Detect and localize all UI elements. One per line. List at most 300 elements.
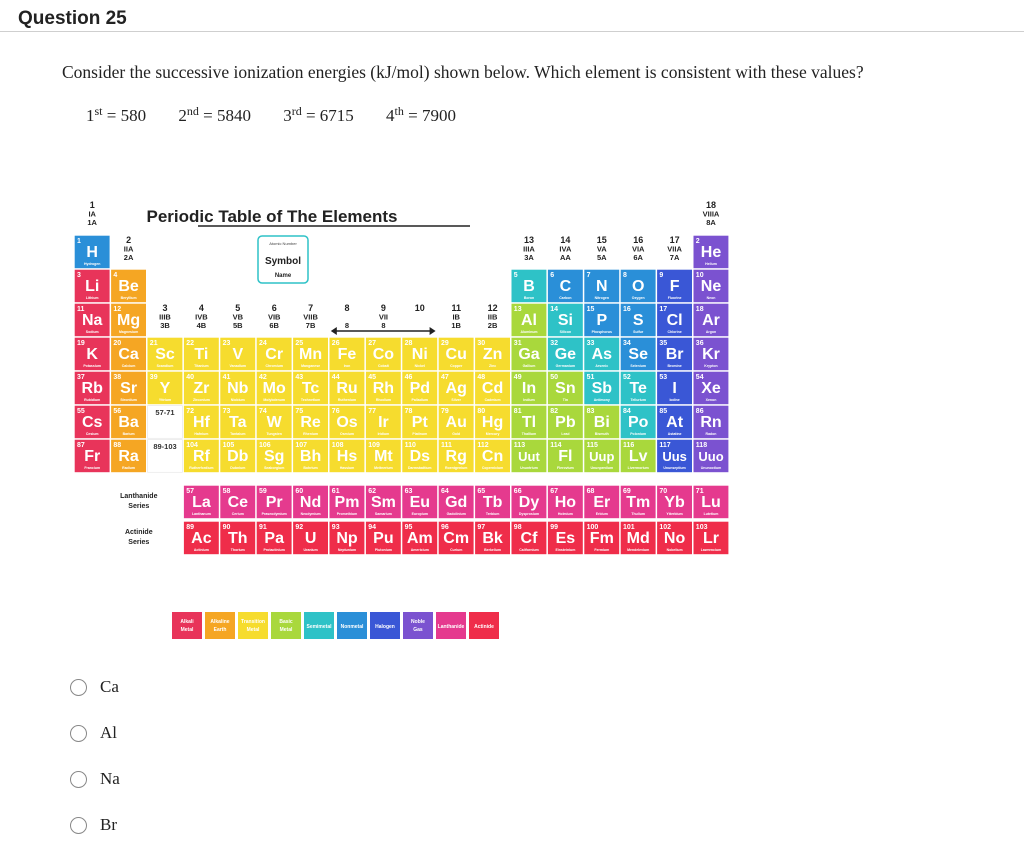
element-symbol: Fe bbox=[337, 346, 357, 363]
element-symbol: No bbox=[663, 530, 686, 547]
element-number: 114 bbox=[550, 442, 562, 449]
element-symbol: Uup bbox=[589, 449, 615, 464]
group-header-label: 15 bbox=[596, 235, 607, 245]
element-name: Thulium bbox=[631, 512, 646, 516]
element-name: Technetium bbox=[300, 398, 321, 402]
group-header-label: 12 bbox=[487, 303, 498, 313]
element-number: 68 bbox=[586, 488, 595, 495]
element-name: Xenon bbox=[705, 398, 717, 402]
element-symbol: Au bbox=[445, 414, 467, 431]
element-symbol: Sm bbox=[370, 494, 396, 511]
group-header-label: 3 bbox=[162, 303, 168, 313]
element-name: Europium bbox=[411, 512, 428, 516]
element-number: 69 bbox=[623, 488, 631, 495]
element-symbol: Mo bbox=[262, 380, 286, 397]
key-name-label: Name bbox=[274, 273, 292, 279]
element-symbol: Pd bbox=[409, 380, 431, 397]
element-symbol: Br bbox=[665, 346, 684, 363]
element-name: Vanadium bbox=[229, 364, 247, 368]
element-name: Lead bbox=[561, 432, 570, 436]
element-name: Chromium bbox=[265, 364, 283, 368]
legend-label: Metal bbox=[180, 627, 194, 633]
group-header-label: IIIB bbox=[159, 312, 171, 322]
group-header-label: 2A bbox=[123, 253, 134, 262]
element-number: 43 bbox=[295, 374, 304, 381]
arrow-left-icon bbox=[331, 327, 337, 335]
group-header-label: 14 bbox=[560, 235, 571, 245]
element-number: 106 bbox=[259, 442, 271, 449]
group-header-label: 4B bbox=[196, 321, 207, 330]
element-number: 118 bbox=[695, 442, 708, 449]
element-symbol: Th bbox=[228, 530, 248, 547]
element-name: Californium bbox=[519, 548, 539, 552]
element-name: Rutherfordium bbox=[189, 466, 214, 470]
element-name: Polonium bbox=[630, 432, 647, 436]
element-symbol: Ba bbox=[118, 414, 139, 431]
element-number: 20 bbox=[113, 340, 122, 347]
element-symbol: Dy bbox=[518, 494, 540, 511]
element-symbol: Ir bbox=[378, 414, 389, 431]
element-symbol: Cl bbox=[666, 312, 683, 329]
element-symbol: Ce bbox=[227, 494, 249, 511]
element-number: 104 bbox=[186, 442, 198, 449]
element-number: 101 bbox=[623, 524, 635, 531]
element-symbol: B bbox=[523, 278, 535, 295]
group-header-label: 1 bbox=[89, 200, 95, 210]
element-number: 29 bbox=[441, 340, 449, 347]
element-symbol: Tb bbox=[482, 494, 503, 511]
element-name: Lawrencium bbox=[700, 548, 722, 552]
element-number: 59 bbox=[259, 488, 267, 495]
element-number: 7 bbox=[586, 272, 591, 279]
element-number: 89 bbox=[186, 524, 194, 531]
group-header-label: IIA bbox=[123, 244, 134, 254]
radio-button[interactable] bbox=[70, 817, 87, 834]
element-name: Thallium bbox=[521, 432, 537, 436]
element-number: 60 bbox=[295, 488, 304, 495]
group-header-label: 4 bbox=[198, 303, 204, 313]
element-name: Magnesium bbox=[118, 330, 139, 334]
group-header-label: 6A bbox=[633, 253, 643, 262]
element-symbol: Tc bbox=[301, 380, 320, 397]
legend-label: Halogen bbox=[375, 624, 395, 630]
element-symbol: Yb bbox=[664, 494, 685, 511]
lanthanide-series-label: Lanthanide bbox=[120, 493, 158, 500]
choice-label: Ca bbox=[100, 677, 119, 696]
element-name: Berkelium bbox=[484, 548, 502, 552]
element-symbol: Ne bbox=[700, 278, 722, 295]
element-name: Neon bbox=[706, 296, 716, 300]
choice-label: Na bbox=[100, 769, 120, 788]
element-symbol: Pb bbox=[555, 414, 576, 431]
element-symbol: La bbox=[192, 494, 211, 511]
element-symbol: Lr bbox=[703, 530, 719, 547]
element-symbol: Uus bbox=[662, 449, 687, 464]
element-number: 49 bbox=[513, 374, 522, 381]
element-symbol: Ge bbox=[554, 346, 577, 363]
element-number: 79 bbox=[441, 408, 449, 415]
element-name: Dysprosium bbox=[518, 512, 540, 516]
group-header-label: IIB bbox=[487, 312, 498, 322]
element-symbol: Mt bbox=[374, 448, 393, 465]
element-symbol: Ho bbox=[554, 494, 577, 511]
element-name: Ruthenium bbox=[337, 398, 357, 402]
element-symbol: Tm bbox=[626, 494, 651, 511]
element-symbol: Ac bbox=[191, 530, 212, 547]
element-number: 33 bbox=[586, 340, 595, 347]
element-symbol: Rh bbox=[372, 380, 395, 397]
element-number: 108 bbox=[331, 442, 344, 449]
element-number: 88 bbox=[113, 442, 122, 449]
element-name: Bohrium bbox=[303, 466, 318, 470]
radio-button[interactable] bbox=[70, 679, 87, 696]
group-header-label: 2B bbox=[487, 321, 498, 330]
element-symbol: N bbox=[596, 278, 608, 295]
element-name: Selenium bbox=[630, 364, 646, 368]
element-name: Cobalt bbox=[377, 364, 389, 368]
element-name: Curium bbox=[450, 548, 463, 552]
element-symbol: Pt bbox=[411, 414, 428, 431]
element-name: Fluorine bbox=[667, 296, 682, 300]
element-number: 103 bbox=[695, 524, 708, 531]
element-symbol: Am bbox=[406, 530, 433, 547]
group-header-label: 18 bbox=[705, 200, 717, 210]
element-number: 102 bbox=[659, 524, 672, 531]
element-number: 73 bbox=[222, 408, 231, 415]
element-number: 17 bbox=[659, 306, 668, 313]
actinide-series-label: Series bbox=[128, 539, 150, 546]
element-symbol: Se bbox=[628, 346, 648, 363]
element-number: 24 bbox=[259, 340, 267, 347]
legend-swatch-transition bbox=[238, 612, 268, 639]
group-header-label: 9 bbox=[380, 303, 386, 313]
element-number: 34 bbox=[623, 340, 631, 347]
element-name: Bismuth bbox=[594, 432, 609, 436]
element-number: 72 bbox=[186, 408, 194, 415]
element-number: 98 bbox=[513, 524, 522, 531]
radio-button[interactable] bbox=[70, 771, 87, 788]
element-symbol: Cf bbox=[520, 530, 538, 547]
element-symbol: K bbox=[86, 346, 98, 363]
element-name: Tin bbox=[562, 398, 568, 402]
element-symbol: Sb bbox=[591, 380, 613, 397]
group-header-label: IIIA bbox=[523, 244, 535, 254]
group-header-label: 1A bbox=[87, 218, 97, 227]
element-name: Ununoctium bbox=[700, 466, 722, 470]
element-number: 100 bbox=[586, 524, 599, 531]
element-symbol: F bbox=[669, 278, 680, 295]
element-number: 15 bbox=[586, 306, 595, 313]
element-name: Fermium bbox=[594, 548, 610, 552]
element-name: Calcium bbox=[121, 364, 136, 368]
element-name: Tantalum bbox=[230, 432, 246, 436]
periodic-table-title: Periodic Table of The Elements bbox=[146, 207, 398, 226]
choice-ca[interactable] bbox=[70, 676, 120, 698]
element-number: 116 bbox=[623, 442, 635, 449]
element-number: 99 bbox=[550, 524, 558, 531]
key-symbol-label: Symbol bbox=[264, 256, 302, 267]
legend-label: Gas bbox=[413, 627, 423, 633]
element-number: 109 bbox=[368, 442, 380, 449]
legend-swatch-alkali bbox=[172, 612, 202, 639]
element-number: 112 bbox=[477, 442, 489, 449]
element-number: 81 bbox=[513, 408, 522, 415]
element-symbol: P bbox=[596, 312, 608, 329]
element-number: 86 bbox=[695, 408, 704, 415]
element-name: Potassium bbox=[83, 364, 102, 368]
element-name: Terbium bbox=[485, 512, 500, 516]
group-header-label: VIIA bbox=[667, 244, 682, 254]
element-number: 9 bbox=[659, 272, 664, 279]
element-name: Holmium bbox=[557, 512, 573, 516]
element-symbol: Be bbox=[118, 278, 139, 295]
element-name: Rhodium bbox=[375, 398, 391, 402]
energy-4: 4th = 7900 bbox=[386, 104, 456, 125]
element-number: 45 bbox=[368, 374, 376, 381]
legend-label: Earth bbox=[213, 627, 227, 633]
element-number: 16 bbox=[623, 306, 631, 313]
element-number: 36 bbox=[695, 340, 704, 347]
element-number: 35 bbox=[659, 340, 668, 347]
element-number: 8 bbox=[623, 272, 627, 279]
ionization-energies bbox=[86, 104, 484, 126]
element-number: 67 bbox=[550, 488, 558, 495]
element-symbol: Np bbox=[336, 530, 358, 547]
group-header-label: IA bbox=[88, 209, 96, 219]
element-name: Molybdenum bbox=[263, 398, 285, 402]
element-name: Gold bbox=[452, 432, 461, 436]
element-number: 70 bbox=[659, 488, 668, 495]
element-symbol: Nb bbox=[227, 380, 249, 397]
group-header-label: VIA bbox=[631, 244, 645, 254]
element-name: Niobium bbox=[230, 398, 245, 402]
element-symbol: Bk bbox=[482, 530, 503, 547]
element-number: 41 bbox=[222, 374, 231, 381]
element-number: 22 bbox=[186, 340, 194, 347]
element-symbol: Fr bbox=[84, 448, 101, 465]
element-name: Manganese bbox=[301, 364, 321, 368]
element-name: Ununseptium bbox=[663, 466, 686, 470]
group-header-label: 1B bbox=[451, 321, 461, 330]
element-symbol: Ar bbox=[702, 312, 720, 329]
element-name: Meitnerium bbox=[374, 466, 393, 470]
element-name: Zinc bbox=[488, 364, 497, 368]
element-number: 62 bbox=[368, 488, 376, 495]
element-symbol: Hg bbox=[481, 414, 504, 431]
element-symbol: He bbox=[700, 244, 722, 261]
group-header-label: 13 bbox=[523, 235, 535, 245]
element-number: 13 bbox=[513, 306, 522, 313]
choice-al[interactable] bbox=[70, 722, 120, 744]
element-name: Hydrogen bbox=[84, 262, 101, 266]
element-number: 93 bbox=[331, 524, 340, 531]
element-number: 5 bbox=[513, 272, 518, 279]
element-number: 74 bbox=[259, 408, 267, 415]
element-number: 39 bbox=[149, 374, 158, 381]
element-symbol: Bi bbox=[593, 414, 610, 431]
element-number: 95 bbox=[404, 524, 413, 531]
element-number: 47 bbox=[441, 374, 449, 381]
element-symbol: Rn bbox=[700, 414, 722, 431]
element-name: Cesium bbox=[85, 432, 99, 436]
element-symbol: Y bbox=[159, 380, 171, 397]
radio-button[interactable] bbox=[70, 725, 87, 742]
group-header-label: 11 bbox=[451, 303, 461, 313]
element-symbol: Fl bbox=[558, 448, 573, 465]
element-name: Seaborgium bbox=[264, 466, 285, 470]
element-number: 97 bbox=[477, 524, 486, 531]
element-symbol: Sn bbox=[555, 380, 576, 397]
element-symbol: In bbox=[521, 380, 537, 397]
element-name: Arsenic bbox=[595, 364, 609, 368]
legend-label: Semimetal bbox=[306, 624, 332, 630]
element-name: Iridium bbox=[377, 432, 390, 436]
legend-swatch-alkaline bbox=[205, 612, 235, 639]
element-name: Thorium bbox=[230, 548, 245, 552]
legend-label: Lanthanide bbox=[437, 624, 465, 630]
element-symbol: S bbox=[632, 312, 644, 329]
group-header-label: 3B bbox=[160, 321, 170, 330]
group-header-label: 16 bbox=[633, 235, 644, 245]
legend-label: Alkaline bbox=[210, 619, 230, 625]
group-header-label: 8 bbox=[344, 321, 350, 330]
element-number: 19 bbox=[77, 340, 85, 347]
choice-br[interactable] bbox=[70, 814, 120, 836]
element-symbol: Ag bbox=[445, 380, 467, 397]
element-symbol: Os bbox=[336, 414, 358, 431]
element-name: Hassium bbox=[339, 466, 355, 470]
element-name: Astatine bbox=[667, 432, 682, 436]
element-number: 117 bbox=[659, 442, 671, 449]
element-symbol: Zn bbox=[482, 346, 503, 363]
group-header-label: 8A bbox=[706, 218, 716, 227]
element-number: 44 bbox=[331, 374, 340, 381]
element-number: 71 bbox=[695, 488, 704, 495]
group-header-label: AA bbox=[559, 253, 571, 262]
element-name: Titanium bbox=[194, 364, 209, 368]
element-number: 82 bbox=[550, 408, 558, 415]
element-symbol: Uut bbox=[518, 449, 540, 464]
element-symbol: Cn bbox=[481, 448, 504, 465]
element-number: 31 bbox=[513, 340, 522, 347]
element-symbol: As bbox=[591, 346, 613, 363]
element-symbol: Gd bbox=[445, 494, 468, 511]
element-name: Gallium bbox=[522, 364, 536, 368]
group-header-label: 2 bbox=[126, 235, 132, 245]
element-name: Palladium bbox=[411, 398, 429, 402]
choice-na[interactable] bbox=[70, 768, 120, 790]
element-number: 91 bbox=[259, 524, 267, 531]
element-symbol: Mn bbox=[299, 346, 323, 363]
question-text: Consider the successive ionization energies (kJ/mol) shown below. Which element is consistent with these values? bbox=[62, 62, 864, 82]
element-name: Argon bbox=[705, 330, 717, 334]
energy-2: 2nd = 5840 bbox=[178, 104, 251, 125]
element-number: 61 bbox=[331, 488, 340, 495]
element-symbol: Cm bbox=[443, 530, 470, 547]
element-name: Neptunium bbox=[337, 548, 357, 552]
element-number: 23 bbox=[222, 340, 231, 347]
group-header-label: IVB bbox=[195, 312, 208, 322]
element-number: 52 bbox=[623, 374, 631, 381]
choice-label: Br bbox=[100, 815, 117, 834]
element-number: 46 bbox=[404, 374, 413, 381]
element-number: 78 bbox=[404, 408, 413, 415]
element-name: Flerovium bbox=[557, 466, 574, 470]
element-name: Beryllium bbox=[120, 296, 137, 300]
element-symbol: H bbox=[86, 244, 98, 261]
element-name: Nitrogen bbox=[594, 296, 609, 300]
element-symbol: Ru bbox=[336, 380, 358, 397]
group-header-label: 6B bbox=[269, 321, 279, 330]
element-symbol: Xe bbox=[701, 380, 721, 397]
element-symbol: Es bbox=[555, 530, 576, 547]
group-header-label: 7B bbox=[305, 321, 316, 330]
element-number: 64 bbox=[441, 488, 449, 495]
element-number: 113 bbox=[513, 442, 526, 449]
element-number: 87 bbox=[77, 442, 85, 449]
element-number: 14 bbox=[550, 306, 558, 313]
element-name: Antimony bbox=[593, 398, 610, 402]
legend-label: Metal bbox=[246, 627, 260, 633]
element-symbol: Ds bbox=[409, 448, 431, 465]
element-symbol: V bbox=[232, 346, 244, 363]
element-number: 27 bbox=[368, 340, 376, 347]
element-name: Erbium bbox=[595, 512, 608, 516]
element-number: 3 bbox=[77, 272, 81, 279]
element-number: 83 bbox=[586, 408, 595, 415]
element-name: Promethium bbox=[336, 512, 358, 516]
group-header-label: 7 bbox=[308, 303, 314, 313]
element-number: 58 bbox=[222, 488, 231, 495]
legend-label: Metal bbox=[279, 627, 293, 633]
element-name: Platinum bbox=[412, 432, 428, 436]
element-number: 48 bbox=[477, 374, 486, 381]
element-symbol: Pa bbox=[264, 530, 284, 547]
element-number: 18 bbox=[695, 306, 704, 313]
element-symbol: Sr bbox=[120, 380, 138, 397]
question-header bbox=[0, 0, 1024, 32]
group-header-label: VB bbox=[232, 312, 244, 322]
element-symbol: Al bbox=[521, 312, 537, 329]
group-header-label: VII bbox=[378, 312, 388, 322]
element-symbol: Cs bbox=[81, 414, 103, 431]
group-header-label: 5A bbox=[597, 253, 607, 262]
element-number: 37 bbox=[77, 374, 85, 381]
energy-3: 3rd = 6715 bbox=[283, 104, 354, 125]
element-name: Rubidium bbox=[84, 398, 101, 402]
element-symbol: Co bbox=[372, 346, 395, 363]
group-header-label: IVA bbox=[559, 244, 572, 254]
element-name: Ununtrium bbox=[520, 466, 538, 470]
element-name: Praseodymium bbox=[261, 512, 287, 516]
header-divider bbox=[0, 31, 1024, 32]
element-name: Lutetium bbox=[703, 512, 719, 516]
element-number: 53 bbox=[659, 374, 668, 381]
element-symbol: Rg bbox=[445, 448, 467, 465]
legend-label: Actinide bbox=[474, 624, 494, 630]
element-symbol: Li bbox=[85, 278, 100, 295]
element-symbol: Tl bbox=[521, 414, 537, 431]
element-number: 111 bbox=[441, 442, 452, 449]
legend-label: Alkali bbox=[180, 619, 194, 625]
element-name: Copernicium bbox=[481, 466, 504, 470]
element-symbol: Ta bbox=[229, 414, 247, 431]
element-name: Krypton bbox=[704, 364, 718, 368]
element-name: Sodium bbox=[85, 330, 99, 334]
element-name: Neodymium bbox=[300, 512, 321, 516]
element-number: 110 bbox=[404, 442, 416, 449]
element-name: Rhenium bbox=[303, 432, 319, 436]
